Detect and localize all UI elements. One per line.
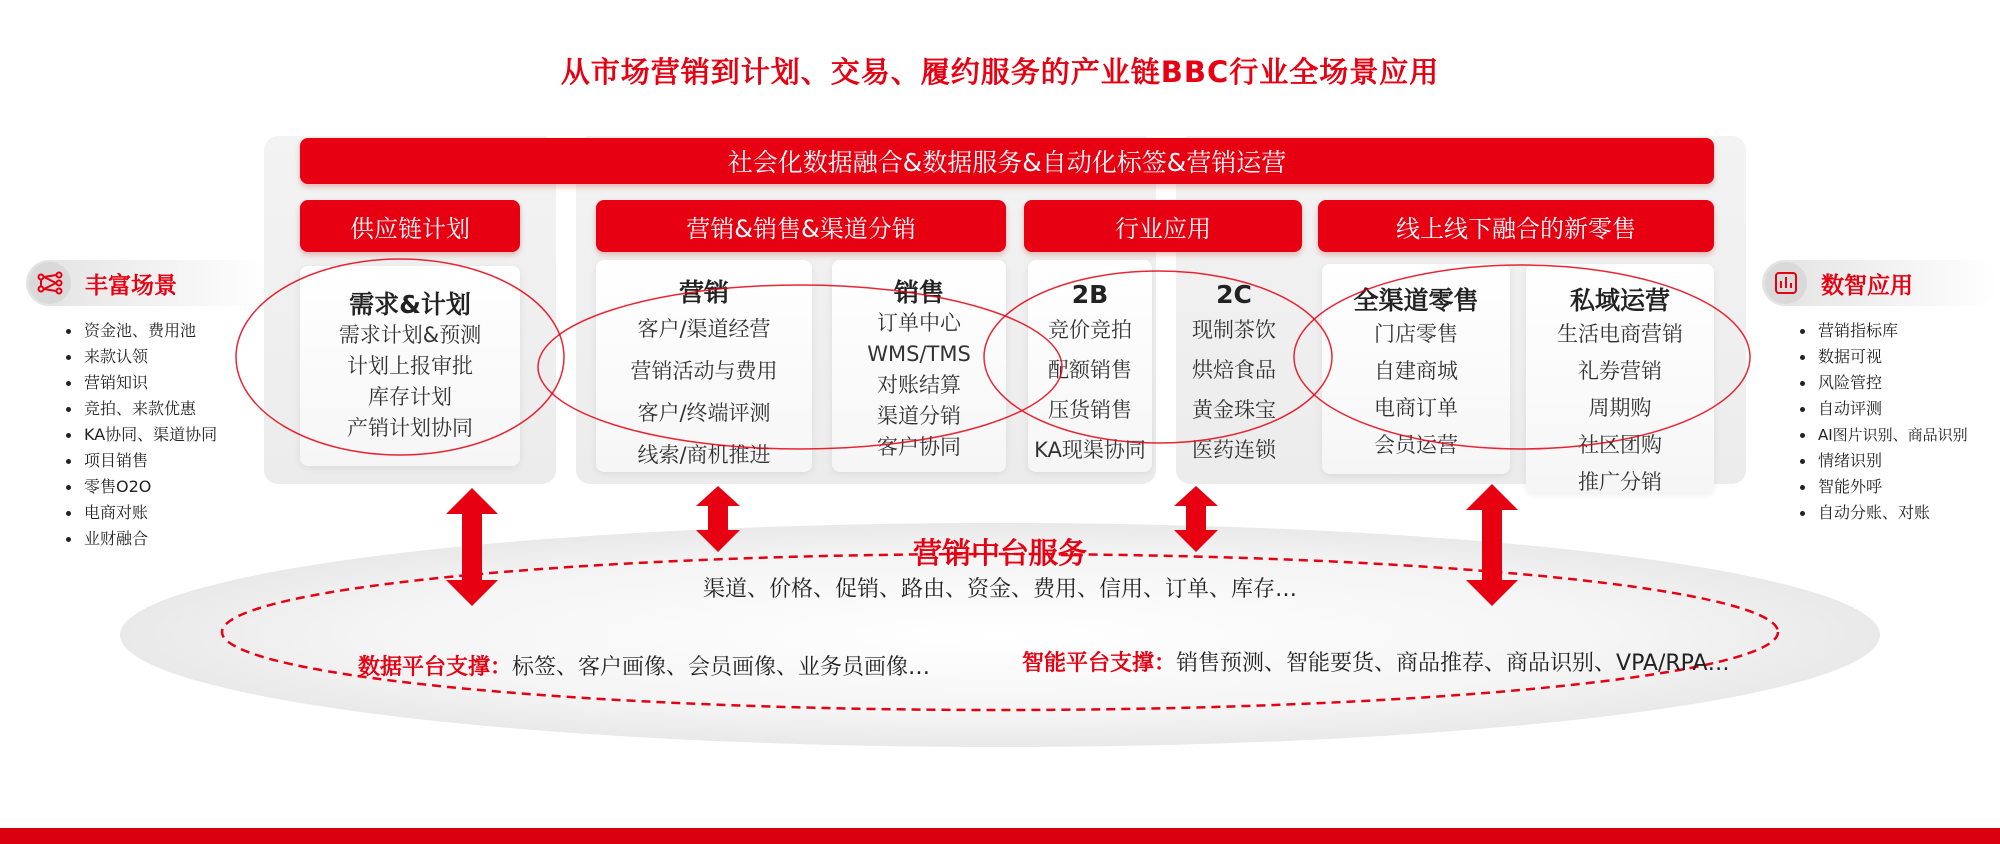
card-item: KA现渠协同 bbox=[1034, 438, 1146, 462]
list-item: 自动评测 bbox=[1796, 396, 1996, 422]
service-title: 营销中台服务 bbox=[912, 536, 1087, 570]
ai-platform-label: 智能平台支撑： bbox=[1022, 651, 1177, 676]
list-item: 自动分账、对账 bbox=[1796, 500, 1996, 526]
card-item: 客户/终端评测 bbox=[637, 401, 771, 425]
card-item: 竞价竞拍 bbox=[1048, 318, 1132, 342]
list-item: 情绪识别 bbox=[1796, 448, 1996, 474]
list-item: 竞拍、来款优惠 bbox=[62, 396, 222, 422]
chart-icon bbox=[1765, 262, 1807, 304]
section-industry: 行业应用 bbox=[1024, 200, 1302, 252]
list-item: AI图片识别、商品识别 bbox=[1796, 422, 1996, 448]
card-title: 需求&计划 bbox=[349, 290, 471, 319]
section-new-retail: 线上线下融合的新零售 bbox=[1318, 200, 1714, 252]
card-item: 产销计划协同 bbox=[347, 416, 473, 440]
card-item: 压货销售 bbox=[1048, 398, 1132, 422]
card-item: 周期购 bbox=[1588, 396, 1652, 420]
data-platform-label: 数据平台支撑： bbox=[358, 655, 513, 680]
list-item: 业财融合 bbox=[62, 526, 222, 552]
card-item: 推广分销 bbox=[1578, 470, 1662, 494]
card-title: 2B bbox=[1071, 280, 1109, 309]
section-supply-chain: 供应链计划 bbox=[300, 200, 520, 252]
overlay-ellipse bbox=[236, 259, 564, 455]
left-panel-title: 丰富场景 bbox=[85, 272, 177, 299]
list-item: 项目销售 bbox=[62, 448, 222, 474]
card-item: 库存计划 bbox=[368, 385, 452, 409]
card-title: 营销 bbox=[678, 278, 729, 307]
card-item: 计划上报审批 bbox=[347, 354, 473, 378]
right-panel-header bbox=[1762, 260, 1998, 306]
card-item: 渠道分销 bbox=[877, 404, 961, 428]
card-item: 烘焙食品 bbox=[1192, 358, 1276, 382]
card-item: 营销活动与费用 bbox=[630, 359, 778, 383]
card-item: 客户协同 bbox=[877, 435, 961, 459]
page-title: 从市场营销到计划、交易、履约服务的产业链BBC行业全场景应用 bbox=[560, 55, 1440, 89]
list-item: KA协同、渠道协同 bbox=[62, 422, 222, 448]
card-item: 配额销售 bbox=[1048, 358, 1132, 382]
card-item: 礼券营销 bbox=[1578, 359, 1662, 383]
list-item: 智能外呼 bbox=[1796, 474, 1996, 500]
network-icon bbox=[29, 262, 71, 304]
top-banner: 社会化数据融合&数据服务&自动化标签&营销运营 bbox=[300, 138, 1714, 184]
data-platform-text: 标签、客户画像、会员画像、业务员画像… bbox=[512, 655, 931, 680]
overlay-ellipse bbox=[538, 285, 1062, 449]
left-panel-header bbox=[26, 260, 270, 306]
list-item: 资金池、费用池 bbox=[62, 318, 222, 344]
overlay-ellipse bbox=[1294, 265, 1750, 449]
card-item: 门店零售 bbox=[1374, 322, 1458, 346]
right-panel-list bbox=[1796, 318, 1996, 526]
list-item: 来款认领 bbox=[62, 344, 222, 370]
card-item: 线索/商机推进 bbox=[637, 443, 771, 467]
card-item: 医药连锁 bbox=[1192, 438, 1276, 462]
card-item: 现制茶饮 bbox=[1192, 318, 1276, 342]
card-item: 订单中心 bbox=[877, 311, 961, 335]
card-title: 销售 bbox=[893, 278, 944, 307]
card-item: 客户/渠道经营 bbox=[637, 317, 771, 341]
footer-bar bbox=[0, 828, 2000, 844]
card-item: 黄金珠宝 bbox=[1192, 398, 1276, 422]
card-item: WMS/TMS bbox=[867, 342, 971, 366]
left-panel-list bbox=[62, 318, 222, 552]
card-title: 私域运营 bbox=[1569, 286, 1670, 315]
list-item: 数据可视 bbox=[1796, 344, 1996, 370]
card-item: 对账结算 bbox=[877, 373, 961, 397]
list-item: 风险管控 bbox=[1796, 370, 1996, 396]
list-item: 电商对账 bbox=[62, 500, 222, 526]
overlay-ellipse bbox=[984, 271, 1332, 443]
list-item: 营销知识 bbox=[62, 370, 222, 396]
right-panel-title: 数智应用 bbox=[1821, 272, 1913, 299]
list-item: 营销指标库 bbox=[1796, 318, 1996, 344]
card-title: 2C bbox=[1216, 280, 1252, 309]
data-platform-support bbox=[358, 650, 930, 681]
card-item: 自建商城 bbox=[1374, 359, 1458, 383]
card-item: 生活电商营销 bbox=[1557, 322, 1683, 346]
card-title: 全渠道零售 bbox=[1353, 286, 1479, 315]
ai-platform-text: 销售预测、智能要货、商品推荐、商品识别、VPA/RPA… bbox=[1176, 651, 1730, 676]
service-subtitle: 渠道、价格、促销、路由、资金、费用、信用、订单、库存… bbox=[702, 577, 1297, 602]
card-item: 电商订单 bbox=[1374, 396, 1458, 420]
list-item: 零售O2O bbox=[62, 474, 222, 500]
card-item: 社区团购 bbox=[1578, 433, 1662, 457]
card-item: 会员运营 bbox=[1374, 433, 1458, 457]
card-item: 需求计划&预测 bbox=[338, 323, 482, 347]
section-marketing-sales: 营销&销售&渠道分销 bbox=[596, 200, 1006, 252]
ai-platform-support bbox=[1022, 646, 1730, 677]
